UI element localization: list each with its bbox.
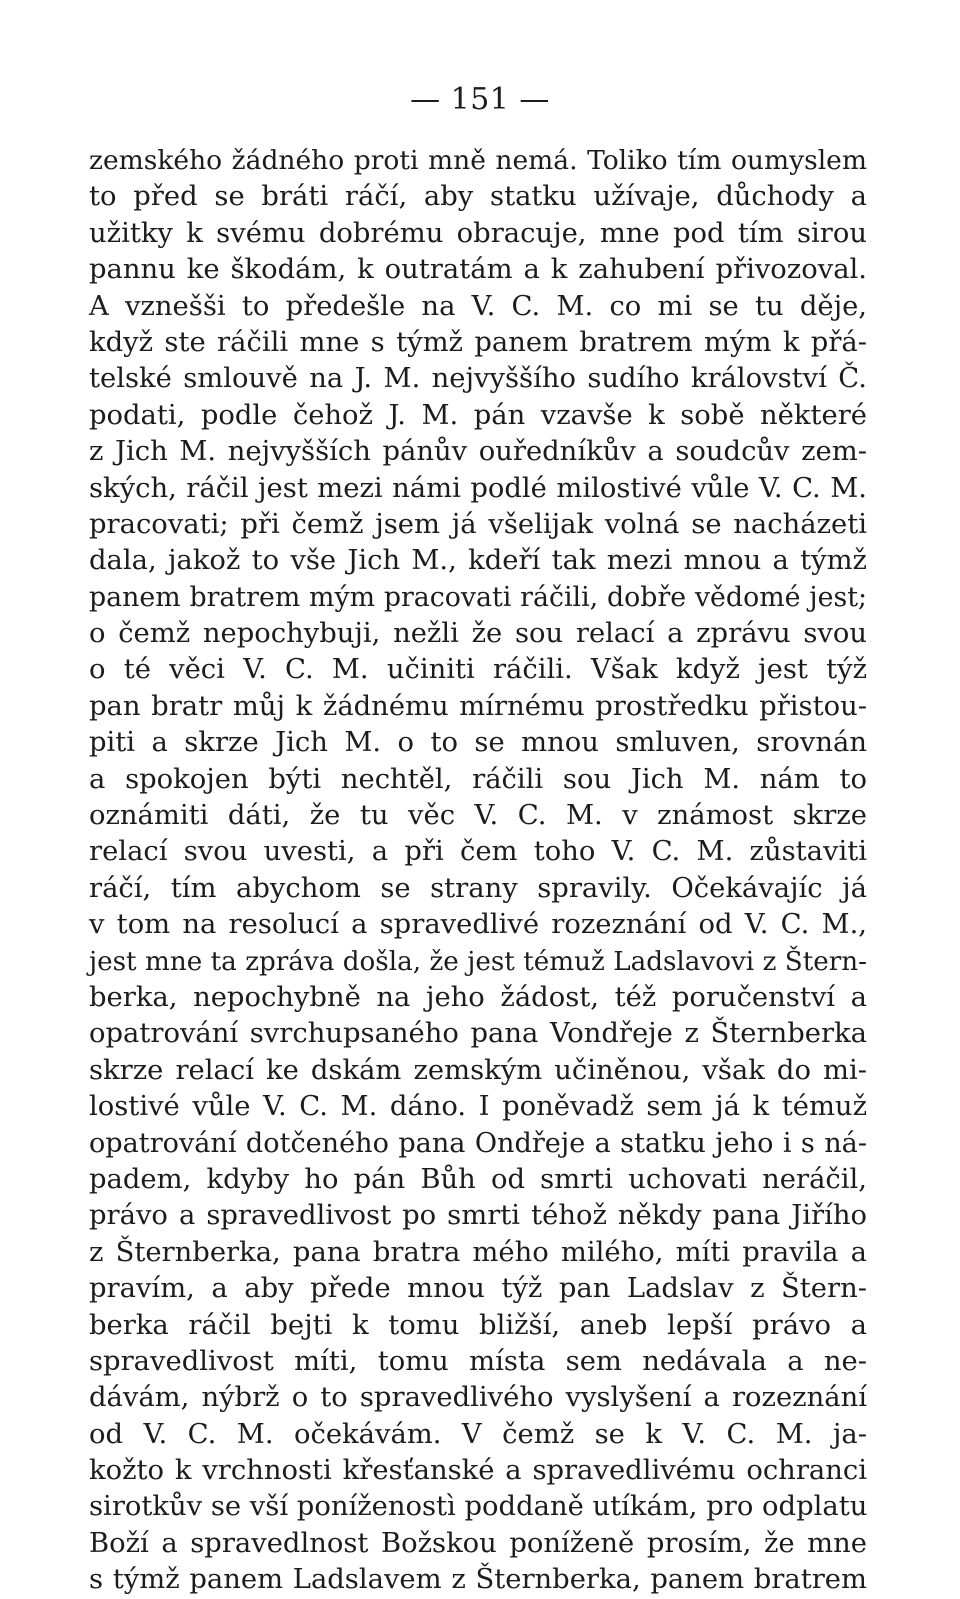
body-text	[89, 143, 867, 1599]
text-line: sirotkův se vší poníženostì poddaně utíkám, pro odplatu	[89, 1491, 868, 1523]
text-line: Boží a spravedlnost Božskou poníženě prosím, že mne	[89, 1527, 867, 1559]
text-line: jest mne ta zpráva došla, že jest témuž Ladslavovi z Štern-	[89, 946, 867, 977]
text-line: telské smlouvě na J. M. nejvyššího sudího království Č.	[89, 363, 867, 395]
text-line: když ste ráčili mne s týmž panem bratrem mým k přá-	[89, 326, 867, 358]
text-line: berka ráčil bejti k tomu bližší, aneb lepší právo a	[89, 1309, 867, 1341]
text-line: spravedlivost míti, tomu místa sem nedávala a ne-	[89, 1345, 867, 1377]
text-line: to před se bráti ráčí, aby statku užívaje, důchody a	[89, 181, 867, 213]
text-line: opatrování dotčeného pana Ondřeje a statku jeho i s ná-	[89, 1127, 867, 1159]
text-line: dávám, nýbrž o to spravedlivého vyslyšení a rozeznání	[89, 1382, 867, 1414]
text-line: a spokojen býti nechtěl, ráčili sou Jich M. nám to	[89, 763, 867, 795]
text-line: ských, ráčil jest mezi námi podlé milostivé vůle V. C. M.	[89, 472, 867, 504]
text-line: dala, jakož to vše Jich M., kdeří tak mezi mnou a týmž	[89, 545, 867, 577]
text-line: berka, nepochybně na jeho žádost, též poručenství a	[89, 981, 867, 1013]
text-line: právo a spravedlivost po smrti téhož někdy pana Jiřího	[89, 1200, 867, 1232]
text-line: kožto k vrchnosti křesťanské a spravedlivému ochranci	[89, 1455, 867, 1487]
text-line: pravím, a aby přede mnou týž pan Ladslav z Štern-	[89, 1273, 867, 1305]
text-line: s týmž panem Ladslavem z Šternberka, panem bratrem	[89, 1564, 867, 1596]
text-line: o té věci V. C. M. učiniti ráčili. Však když jest týž	[89, 654, 867, 686]
text-line: padem, kdyby ho pán Bůh od smrti uchovati neráčil,	[89, 1163, 867, 1195]
text-line: z Jich M. nejvyšších pánův ouředníkův a soudcův zem-	[89, 436, 867, 468]
text-line: oznámiti dáti, že tu věc V. C. M. v známost skrze	[89, 800, 867, 832]
text-line: piti a skrze Jich M. o to se mnou smluven, srovnán	[89, 727, 867, 759]
text-line: užitky k svému dobrému obracuje, mne pod tím sirou	[89, 217, 867, 249]
text-line: ráčí, tím abychom se strany spravily. Očekávajíc já	[89, 872, 867, 904]
page-number: — 151 —	[410, 82, 550, 117]
text-line: zemského žádného proti mně nemá. Toliko tím oumyslem	[89, 145, 867, 176]
text-line: panem bratrem mým pracovati ráčili, dobře vědomé jest;	[89, 581, 867, 613]
text-line: relací svou uvesti, a při čem toho V. C. M. zůstaviti	[89, 836, 867, 868]
text-line: lostivé vůle V. C. M. dáno. I poněvadž sem já k témuž	[89, 1091, 867, 1123]
text-line: skrze relací ke dskám zemským učiněnou, však do mi-	[89, 1054, 867, 1086]
text-line: pracovati; při čemž jsem já všelijak volná se nacházeti	[89, 508, 867, 540]
text-line: o čemž nepochybuji, nežli že sou relací a zprávu svou	[89, 618, 867, 650]
text-line: z Šternberka, pana bratra mého milého, míti pravila a	[89, 1236, 867, 1268]
text-line: A vznešši to předešle na V. C. M. co mi se tu děje,	[89, 290, 867, 322]
text-line: od V. C. M. očekávám. V čemž se k V. C. M. ja-	[89, 1418, 867, 1450]
text-line: opatrování svrchupsaného pana Vondřeje z Šternberka	[89, 1018, 867, 1050]
text-line: podati, podle čehož J. M. pán vzavše k sobě některé	[89, 399, 867, 431]
text-line: v tom na resolucí a spravedlivé rozeznání od V. C. M.,	[89, 909, 867, 941]
text-line: pan bratr můj k žádnému mírnému prostředku přistou-	[89, 690, 867, 722]
text-line: pannu ke škodám, k outratám a k zahubení přivozoval.	[89, 254, 867, 286]
